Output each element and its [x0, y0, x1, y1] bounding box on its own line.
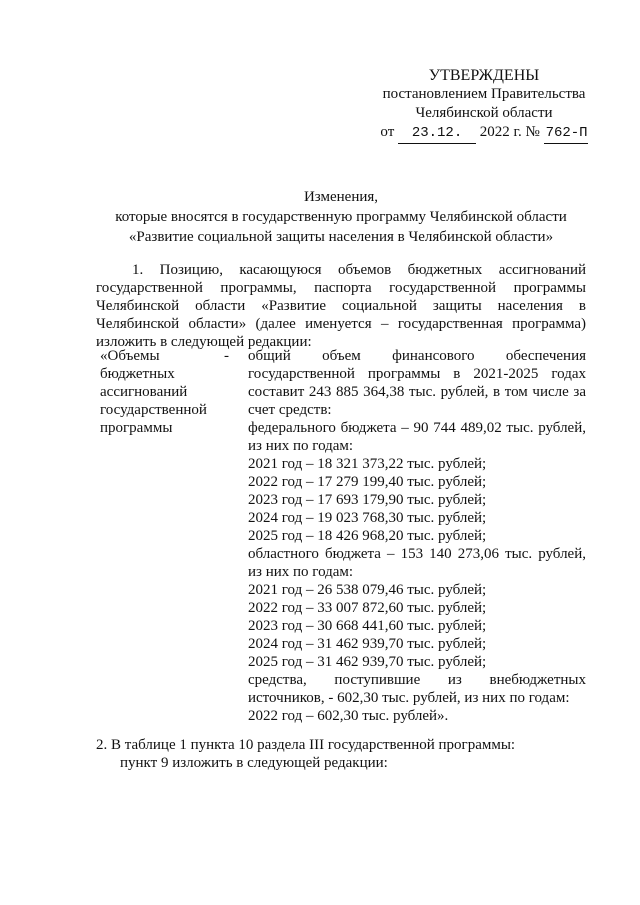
federal-year: 2025 год – 18 426 968,20 тыс. рублей;: [248, 528, 487, 544]
approval-date: 23.12.: [398, 124, 476, 144]
federal-year: 2022 год – 17 279 199,40 тыс. рублей;: [248, 474, 487, 490]
paragraph-1: 1. Позицию, касающуюся объемов бюджетных ассигнований государственной программы, паспорта государственной программы Челябинской области «Развитие социальной защиты населения в Челябинской области» (далее именуется – государственная программа) изложить в следующей редакции:: [96, 262, 586, 350]
heading-line-2: которые вносятся в государственную программу Челябинской области: [115, 209, 567, 225]
funding-content: [248, 347, 586, 725]
approval-title: УТВЕРЖДЕНЫ: [428, 67, 540, 84]
approval-number: 762-П: [544, 124, 588, 144]
federal-year: 2021 год – 18 321 373,22 тыс. рублей;: [248, 456, 487, 472]
approval-line-1: постановлением Правительства: [382, 86, 586, 102]
paragraph-3: пункт 9 изложить в следующей редакции:: [120, 755, 388, 771]
date-prefix: от: [380, 124, 395, 140]
approval-year: 2022 г. №: [479, 124, 540, 140]
federal-year: 2023 год – 17 693 179,90 тыс. рублей;: [248, 492, 487, 508]
regional-year: 2025 год – 31 462 939,70 тыс. рублей;: [248, 654, 487, 670]
regional-year: 2022 год – 33 007 872,60 тыс. рублей;: [248, 600, 487, 616]
paragraph-2: 2. В таблице 1 пункта 10 раздела III государственной программы:: [96, 737, 516, 753]
federal-budget: федерального бюджета – 90 744 489,02 тыс. рублей, из них по годам:: [248, 420, 586, 454]
approval-block: [372, 66, 596, 144]
heading-line-3: «Развитие социальной защиты населения в Челябинской области»: [128, 229, 554, 245]
funding-label: [100, 347, 235, 437]
funding-intro: общий объем финансового обеспечения государственной программы в 2021-2025 годах составит 243 885 364,38 тыс. рублей, в том числе за счет средств:: [248, 348, 586, 418]
regional-year: 2024 год – 31 462 939,70 тыс. рублей;: [248, 636, 487, 652]
approval-date-row: [372, 123, 596, 144]
regional-budget: областного бюджета – 153 140 273,06 тыс. рублей, из них по годам:: [248, 546, 586, 580]
document-heading: [96, 187, 586, 247]
heading-line-1: Изменения,: [303, 189, 379, 205]
federal-year: 2024 год – 19 023 768,30 тыс. рублей;: [248, 510, 487, 526]
label-line: государственной: [100, 402, 207, 418]
label-line: «Объемы: [100, 348, 160, 364]
label-line: ассигнований: [100, 384, 188, 400]
label-dash: -: [224, 348, 229, 364]
regional-year: 2021 год – 26 538 079,46 тыс. рублей;: [248, 582, 487, 598]
regional-year: 2023 год – 30 668 441,60 тыс. рублей;: [248, 618, 487, 634]
approval-line-2: Челябинской области: [415, 105, 553, 121]
offbudget-sources: средства, поступившие из внебюджетных источников, - 602,30 тыс. рублей, из них по годам:: [248, 672, 586, 706]
offbudget-year: 2022 год – 602,30 тыс. рублей».: [248, 708, 449, 724]
label-line: программы: [100, 420, 173, 436]
label-line: бюджетных: [100, 366, 175, 382]
